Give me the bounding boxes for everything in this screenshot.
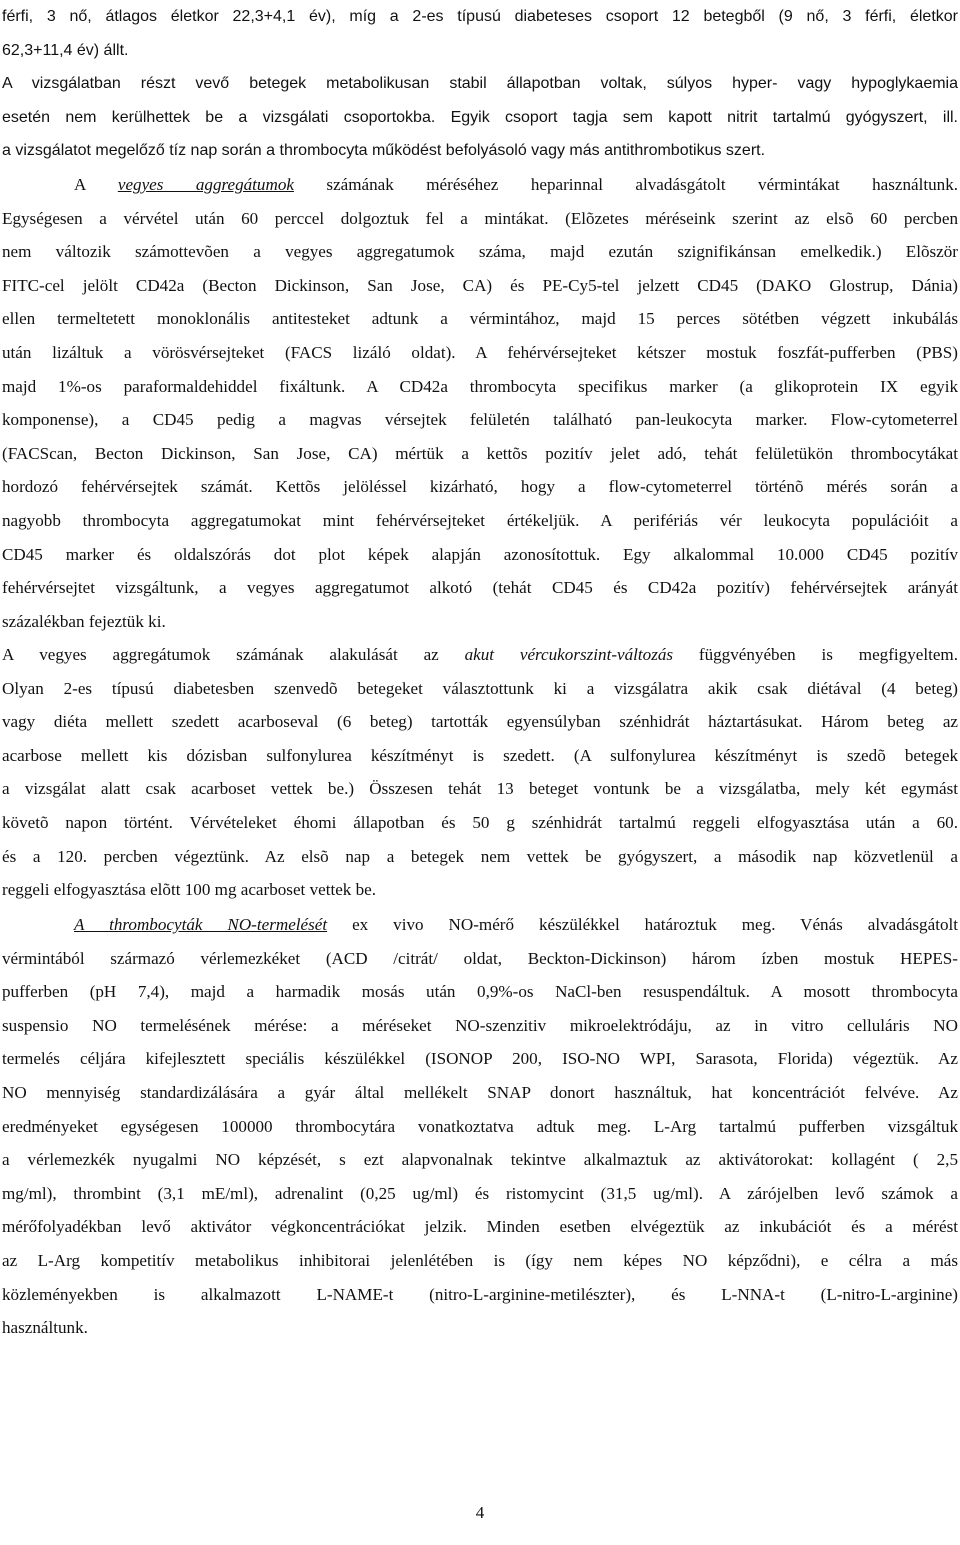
text-line: követõ napon történt. Vérvételeket éhomi állapotban és 50 g szénhidrát tartalmú reggeli elfogyasztása után a 60. xyxy=(2,812,958,832)
text-line: nagyobb thrombocyta aggregatumokat mint fehérvérsejteket értékeljük. A perifériás vér leukocyta populációit a xyxy=(2,510,958,530)
text-line: A vizsgálatban részt vevő betegek metabolikusan stabil állapotban voltak, súlyos hyper- vagy hypoglykaemia xyxy=(2,75,958,93)
text-line: Egységesen a vérvétel után 60 perccel dolgoztuk fel a mintákat. (Elõzetes méréseink szerint az elsõ 60 percben xyxy=(2,208,958,228)
paragraph-no-production xyxy=(2,908,958,1345)
text-line: komponense), a CD45 pedig a magvas vérsejtek felületén található pan-leukocyta marker. Flow-cytometerrel xyxy=(2,410,958,430)
text-line xyxy=(2,168,958,202)
text-line: használtunk. xyxy=(2,1318,88,1338)
text-line: az L-Arg kompetitív metabolikus inhibitorai jelenlétében is (így nem képes NO képződni), e célra a más xyxy=(2,1250,958,1270)
text-line xyxy=(2,638,958,672)
text-line: suspensio NO termelésének mérése: a méréseket NO-szenzitiv mikroelektródáju, az in vitro celluláris NO xyxy=(2,1015,958,1035)
paragraph-intro xyxy=(2,0,958,168)
text-line: nem változik számottevõen a vegyes aggregatumok száma, majd ezután szignifikánsan emelkedik.) Elõször xyxy=(2,242,958,262)
paragraph-glucose xyxy=(2,638,958,907)
text-line: CD45 marker és oldalszórás dot plot képek alapján azonosítottuk. Egy alkalommal 10.000 CD45 pozitív xyxy=(2,544,958,564)
text-line: (FACScan, Becton Dickinson, San Jose, CA) mértük a kettõs pozitív jelet adó, tehát felületükön thrombocytákat xyxy=(2,443,958,463)
text-line: hordozó fehérvérsejtek számát. Kettõs jelöléssel kizárható, hogy a flow-cytometerrel történõ mérés során a xyxy=(2,477,958,497)
underlined-term: A thrombocyták NO-termelését xyxy=(74,915,328,934)
italic-term: akut vércukorszint-változás xyxy=(464,645,674,664)
text-line: mg/ml), thrombint (3,1 mE/ml), adrenalint (0,25 ug/ml) és ristomycint (31,5 ug/ml). A zárójelben levő számok a xyxy=(2,1183,958,1203)
text-line: a vérlemezkék nyugalmi NO képzését, s ezt alapvonalnak tekintve alkalmaztuk az aktivátorokat: kollagént ( 2,5 xyxy=(2,1150,958,1170)
text-line: és a 120. percben végeztünk. Az elsõ nap a betegek nem vettek be gyógyszert, a második nap közvetlenül a xyxy=(2,846,958,866)
text-segment: függvényében is megfigyeltem. xyxy=(698,645,958,664)
text-line: pufferben (pH 7,4), majd a harmadik mosás után 0,9%-os NaCl-ben resuspendáltuk. A mosott thrombocyta xyxy=(2,982,958,1002)
text-line xyxy=(2,908,958,942)
text-line: ellen termeltetett monoklonális antitesteket adtunk a vérmintához, majd 15 perces sötétben végzett inkubálás xyxy=(2,309,958,329)
text-line: százalékban fejeztük ki. xyxy=(2,611,166,631)
underlined-term: vegyes aggregátumok xyxy=(117,175,294,194)
text-line: NO mennyiség standardizálására a gyár által mellékelt SNAP donort használtuk, hat koncentrációt felvéve. Az xyxy=(2,1082,958,1102)
text-segment: ex vivo NO-mérő készülékkel határoztuk meg. Vénás alvadásgátolt xyxy=(352,915,958,934)
page-number: 4 xyxy=(475,1503,485,1522)
text-segment: A vegyes aggregátumok számának alakulását az xyxy=(2,645,439,664)
text-line: Olyan 2-es típusú diabetesben szenvedõ betegeket választottunk ki a vizsgálatra akik csak diétával (4 beteg) xyxy=(2,678,958,698)
text-line: esetén nem kerülhettek be a vizsgálati csoportokba. Egyik csoport tagja sem kapott nitrit tartalmú gyógyszert, ill. xyxy=(2,108,958,126)
text-line: közleményekben is alkalmazott L-NAME-t (nitro-L-arginine-metilészter), és L-NNA-t (L-nitro-L-arginine) xyxy=(2,1284,958,1304)
text-line: mérőfolyadékban levő aktivátor végkoncentrációkat jelzik. Minden esetben elvégeztük az inkubációt és a mérést xyxy=(2,1217,958,1237)
paragraph-aggregates xyxy=(2,168,958,638)
text-segment: számának méréséhez heparinnal alvadásgátolt vérmintákat használtunk. xyxy=(326,175,958,194)
text-line: után lizáltuk a vörösvérsejteket (FACS lizáló oldat). A fehérvérsejteket kétszer mostuk foszfát-pufferben (PBS) xyxy=(2,342,958,362)
text-segment: A xyxy=(74,175,86,194)
text-line: termelés céljára kifejlesztett speciális készülékkel (ISONOP 200, ISO-NO WPI, Sarasota, Florida) végeztük. Az xyxy=(2,1049,958,1069)
text-line: vérmintából származó vérlemezkéket (ACD /citrát/ oldat, Beckton-Dickinson) három ízben mostuk HEPES- xyxy=(2,948,958,968)
text-line: eredményeket egységesen 100000 thrombocytára vonatkoztatva adtuk meg. L-Arg tartalmú pufferben vizsgáltuk xyxy=(2,1116,958,1136)
text-line: majd 1%-os paraformaldehiddel fixáltunk. A CD42a thrombocyta specifikus marker (a glikoprotein IX egyik xyxy=(2,376,958,396)
text-line: FITC-cel jelölt CD42a (Becton Dickinson, San Jose, CA) és PE-Cy5-tel jelzett CD45 (DAKO Glostrup, Dánia) xyxy=(2,275,958,295)
text-line: vagy diéta mellett szedett acarboseval (6 beteg) tartották egyensúlyban szénhidrát háztartásukat. Három beteg az xyxy=(2,712,958,732)
text-line: a vizsgálatot megelőző tíz nap során a thrombocyta működést befolyásoló vagy más antithrombotikus szert. xyxy=(2,142,766,160)
text-line: reggeli elfogyasztása elõtt 100 mg acarboset vettek be. xyxy=(2,880,377,900)
text-line: a vizsgálat alatt csak acarboset vettek be.) Összesen tehát 13 beteget vontunk be a vizsgálatba, mely két egymást xyxy=(2,779,958,799)
text-line: férfi, 3 nő, átlagos életkor 22,3+4,1 év), míg a 2-es típusú diabeteses csoport 12 betegből (9 nő, 3 férfi, életkor xyxy=(2,8,958,25)
text-line: 62,3+11,4 év) állt. xyxy=(2,41,129,59)
text-line: fehérvérsejtet vizsgáltunk, a vegyes aggregatumot alkotó (tehát CD45 és CD42a pozitív) fehérvérsejtek arányát xyxy=(2,578,958,598)
text-line: acarbose mellett kis dózisban sulfonylurea készítményt is szedett. (A sulfonylurea készítményt is szedõ betegek xyxy=(2,745,958,765)
